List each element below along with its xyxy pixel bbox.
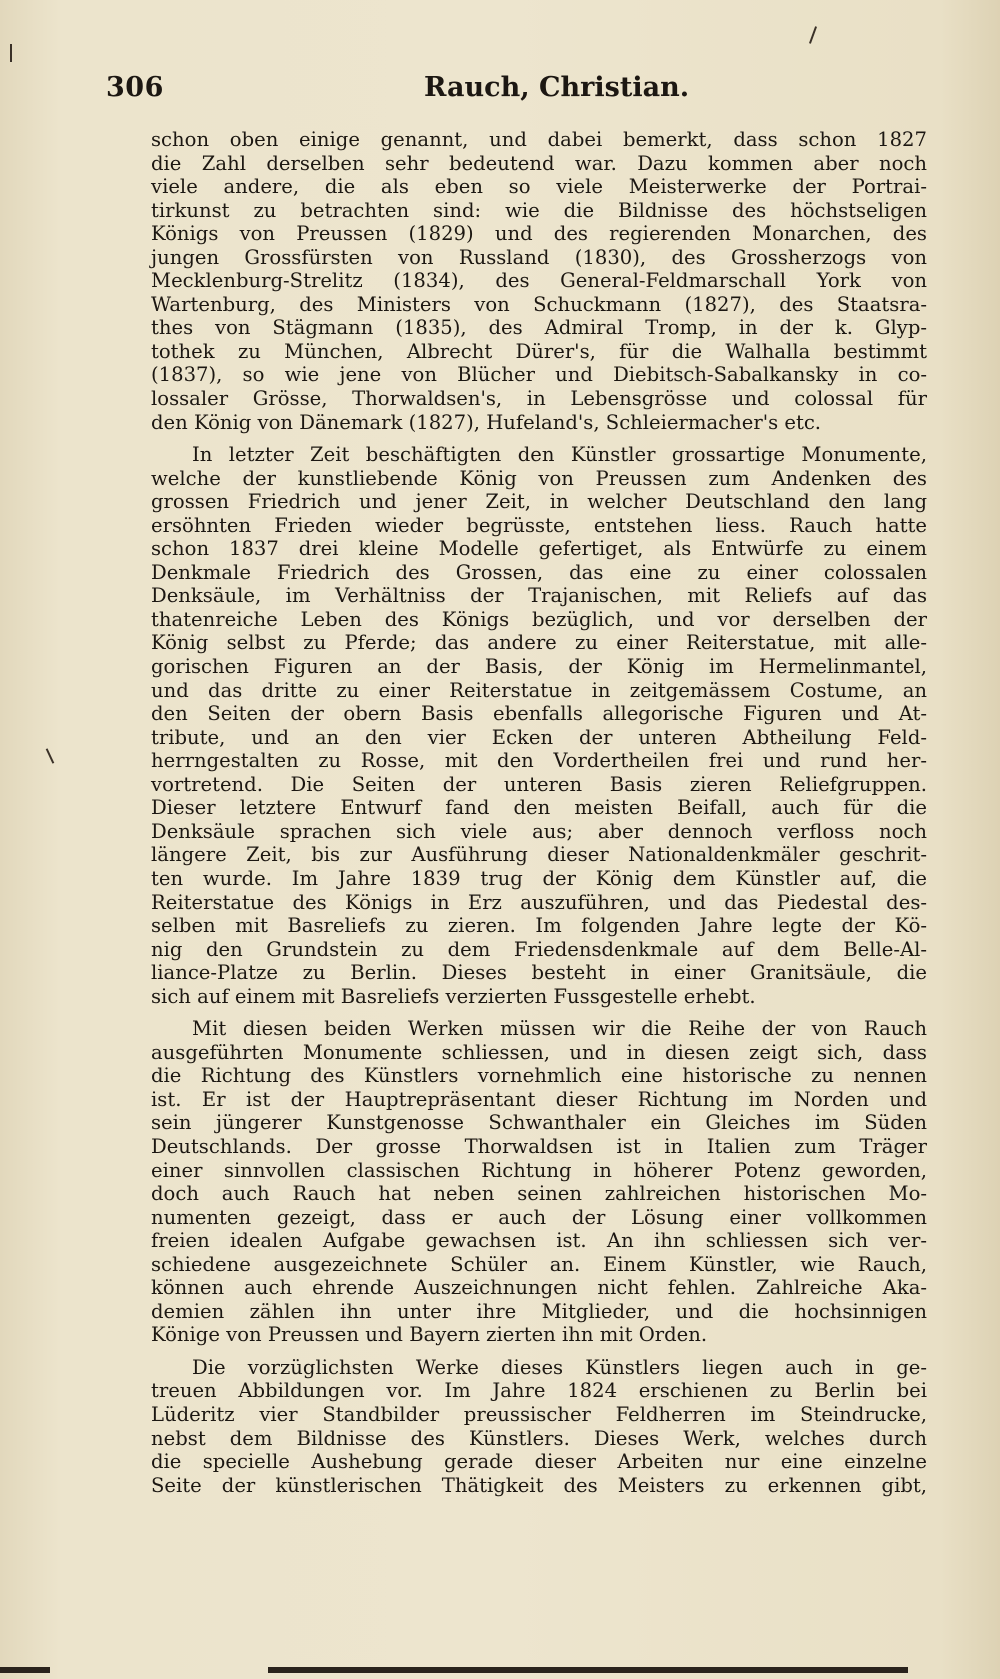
text-line: nebst dem Bildnisse des Künstlers. Dieses Werk, welches durch [151,1426,927,1450]
text-line: einer sinnvollen classischen Richtung in höherer Potenz geworden, [151,1158,927,1182]
text-line: Die vorzüglichsten Werke dieses Künstlers liegen auch in ge- [192,1355,927,1379]
margin-mark [46,748,55,763]
text-line: Denksäule, im Verhältniss der Trajanischen, mit Reliefs auf das [151,584,927,608]
text-line: Mit diesen beiden Werken müssen wir die Reihe der von Rauch [192,1017,927,1041]
text-line: Denksäule sprachen sich viele aus; aber dennoch verfloss noch [151,819,927,843]
text-line: doch auch Rauch hat neben seinen zahlreichen historischen Mo- [151,1182,927,1206]
paragraph-2 [151,443,927,1008]
text-line: gorischen Figuren an der Basis, der König im Hermelinmantel, [151,655,927,679]
text-line: thatenreiche Leben des Königs bezüglich, und vor derselben der [151,607,927,631]
text-line: grossen Friedrich und jener Zeit, in welcher Deutschland den lang [151,490,927,514]
text-line: Königs von Preussen (1829) und des regierenden Monarchen, des [151,222,927,246]
text-line: sein jüngerer Kunstgenosse Schwanthaler ein Gleiches im Süden [151,1111,927,1135]
text-line: Deutschlands. Der grosse Thorwaldsen ist in Italien zum Träger [151,1134,927,1158]
text-line: schiedene ausgezeichnete Schüler an. Einem Künstler, wie Rauch, [151,1252,927,1276]
running-head [106,72,886,112]
text-line: Seite der künstlerischen Thätigkeit des Meisters zu erkennen gibt, [151,1473,927,1497]
text-line: können auch ehrende Auszeichnungen nicht fehlen. Zahlreiche Aka- [151,1276,927,1300]
text-line: Könige von Preussen und Bayern zierten ihn mit Orden. [151,1323,708,1347]
text-line: die Zahl derselben sehr bedeutend war. Dazu kommen aber noch [151,151,927,175]
text-line: thes von Stägmann (1835), des Admiral Tromp, in der k. Glyp- [151,316,927,340]
text-line: sich auf einem mit Basreliefs verzierten Fussgestelle erhebt. [151,984,756,1008]
text-line: demien zählen ihn unter ihre Mitglieder, und die hochsinnigen [151,1299,927,1323]
margin-mark [809,26,817,44]
text-line: schon 1837 drei kleine Modelle gefertiget, als Entwürfe zu einem [151,537,927,561]
paragraph-3 [151,1017,927,1347]
text-line: ersöhnten Frieden wieder begrüsste, entstehen liess. Rauch hatte [151,513,927,537]
text-line: ausgeführten Monumente schliessen, und in diesen zeigt sich, dass [151,1040,927,1064]
text-line: tribute, und an den vier Ecken der unteren Abtheilung Feld- [151,725,927,749]
text-line: treuen Abbildungen vor. Im Jahre 1824 erschienen zu Berlin bei [151,1379,927,1403]
text-line: freien idealen Aufgabe gewachsen ist. An ihn schliessen sich ver- [151,1229,927,1253]
text-line: lossaler Grösse, Thorwaldsen's, in Lebensgrösse und colossal für [151,387,927,411]
text-line: Reiterstatue des Königs in Erz auszuführen, und das Piedestal des- [151,890,927,914]
bottom-edge-rule [0,1667,50,1673]
text-line: nig den Grundstein zu dem Friedensdenkmale auf dem Belle-Al- [151,937,927,961]
text-line: vortretend. Die Seiten der unteren Basis zieren Reliefgruppen. [151,772,927,796]
text-line: die Richtung des Künstlers vornehmlich eine historische zu nennen [151,1064,927,1088]
margin-mark [10,44,12,62]
text-line: den König von Dänemark (1827), Hufeland's, Schleiermacher's etc. [151,410,822,434]
text-line: ten wurde. Im Jahre 1839 trug der König dem Künstler auf, die [151,866,927,890]
paragraph-4 [151,1356,927,1497]
text-line: Wartenburg, des Ministers von Schuckmann (1827), des Staatsra- [151,292,927,316]
text-line: tirkunst zu betrachten sind: wie die Bildnisse des höchstseligen [151,198,927,222]
text-line: In letzter Zeit beschäftigten den Künstler grossartige Monumente, [192,443,927,467]
text-line: die specielle Aushebung gerade dieser Arbeiten nur eine einzelne [151,1450,927,1474]
text-line: liance-Platze zu Berlin. Dieses besteht in einer Granitsäule, die [151,961,927,985]
text-line: Dieser letztere Entwurf fand den meisten Beifall, auch für die [151,796,927,820]
text-line: und das dritte zu einer Reiterstatue in zeitgemässem Costume, an [151,678,927,702]
body-text [151,128,927,1506]
text-line: schon oben einige genannt, und dabei bemerkt, dass schon 1827 [151,128,927,151]
text-line: längere Zeit, bis zur Ausführung dieser Nationaldenkmäler geschrit- [151,843,927,867]
text-line: herrngestalten zu Rosse, mit den Vordertheilen frei und rund her- [151,749,927,773]
page-header-title: Rauch, Christian. [424,72,690,103]
text-line: viele andere, die als eben so viele Meisterwerke der Portrai- [151,175,927,199]
text-line: jungen Grossfürsten von Russland (1830), des Grossherzogs von [151,245,927,269]
text-line: Denkmale Friedrich des Grossen, das eine zu einer colossalen [151,560,927,584]
text-line: den Seiten der obern Basis ebenfalls allegorische Figuren und At- [151,702,927,726]
text-line: welche der kunstliebende König von Preussen zum Andenken des [151,466,927,490]
text-line: selben mit Basreliefs zu zieren. Im folgenden Jahre legte der Kö- [151,914,927,938]
text-line: Mecklenburg-Strelitz (1834), des General-Feldmarschall York von [151,269,927,293]
text-line: König selbst zu Pferde; das andere zu einer Reiterstatue, mit alle- [151,631,927,655]
bottom-edge-rule [268,1667,908,1673]
text-line: Lüderitz vier Standbilder preussischer Feldherren im Steindrucke, [151,1402,927,1426]
paragraph-1 [151,128,927,434]
text-line: tothek zu München, Albrecht Dürer's, für die Walhalla bestimmt [151,339,927,363]
text-line: ist. Er ist der Hauptrepräsentant dieser Richtung im Norden und [151,1087,927,1111]
page-number: 306 [106,72,164,103]
text-line: (1837), so wie jene von Blücher und Diebitsch-Sabalkansky in co- [151,363,927,387]
text-line: numenten gezeigt, dass er auch der Lösung einer vollkommen [151,1205,927,1229]
